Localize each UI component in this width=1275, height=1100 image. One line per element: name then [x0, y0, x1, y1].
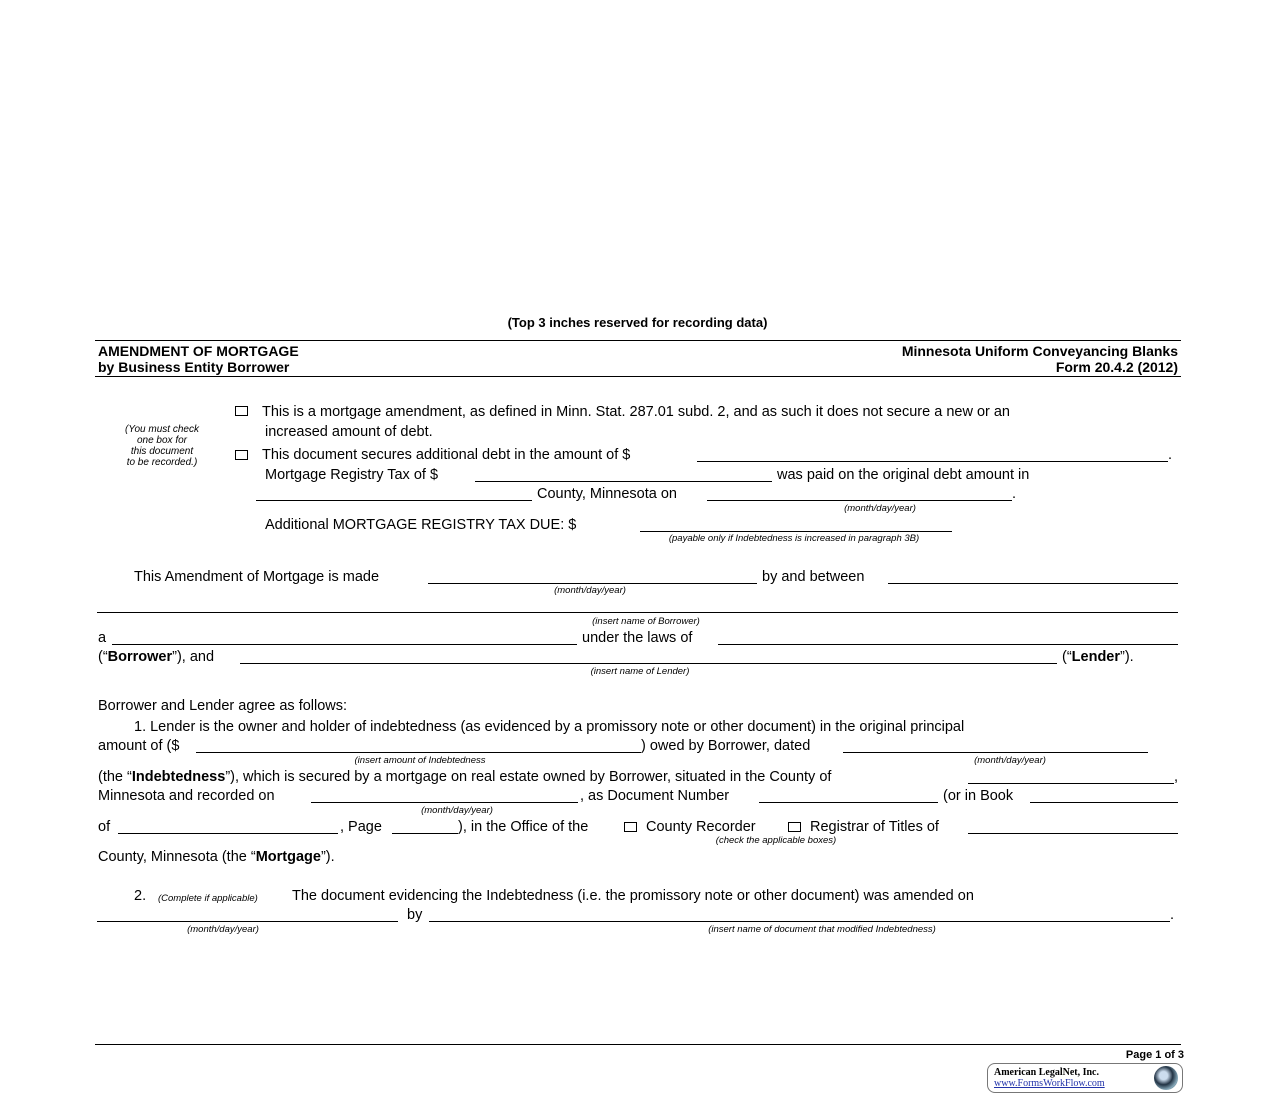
amendment-date-field[interactable]: [428, 583, 757, 584]
text: ”), which is secured by a mortgage on real estate owned by Borrower, situated in the County of: [225, 769, 832, 785]
text: Lender: [1071, 649, 1121, 665]
side-note-line: one box for: [136, 435, 188, 446]
mortgage-county-field[interactable]: [968, 783, 1174, 784]
form-series: Minnesota Uniform Conveyancing Blanks: [901, 343, 1178, 359]
form-subtitle: by Business Entity Borrower: [98, 359, 290, 375]
text: ,: [1174, 769, 1179, 785]
text: [98, 649, 214, 665]
side-note-line: (You must check: [125, 424, 199, 435]
form-title: AMENDMENT OF MORTGAGE: [98, 343, 299, 359]
caption: (check the applicable boxes): [715, 835, 837, 846]
caption: (month/day/year): [974, 755, 1046, 766]
text: a: [98, 630, 107, 646]
note-date-field[interactable]: [843, 752, 1148, 753]
tax-paid-field[interactable]: [475, 481, 772, 482]
recorded-date-field[interactable]: [311, 802, 578, 803]
text: County Recorder: [646, 819, 756, 835]
text: ), in the Office of the: [458, 819, 589, 835]
text: by and between: [762, 569, 865, 585]
of-field[interactable]: [118, 833, 338, 834]
checkbox-county-recorder[interactable]: [624, 822, 637, 832]
text: This Amendment of Mortgage is made: [134, 569, 380, 585]
tax-due-field[interactable]: [640, 531, 952, 532]
jurisdiction-field[interactable]: [718, 644, 1178, 645]
book-field[interactable]: [1030, 802, 1178, 803]
text: (Complete if applicable): [158, 893, 258, 904]
american-legalnet-logo[interactable]: [987, 1063, 1183, 1093]
text: Borrower and Lender agree as follows:: [98, 698, 348, 714]
caption: (payable only if Indebtedness is increased in paragraph 3B): [668, 533, 920, 544]
county-field[interactable]: [256, 500, 532, 501]
text: Additional MORTGAGE REGISTRY TAX DUE: $: [265, 517, 577, 533]
document-number-field[interactable]: [759, 802, 938, 803]
form-number: Form 20.4.2 (2012): [1055, 359, 1178, 375]
modifying-document-field[interactable]: [429, 921, 1170, 922]
divider: [95, 376, 1181, 377]
text: Minnesota and recorded on: [98, 788, 275, 804]
option-text: This document secures additional debt in the amount of $: [262, 447, 631, 463]
text: ) owed by Borrower, dated: [641, 738, 811, 754]
side-note-line: this document: [130, 446, 194, 457]
indebtedness-amount-field[interactable]: [196, 752, 641, 753]
text: (or in Book: [943, 788, 1014, 804]
text: [98, 769, 831, 785]
additional-debt-field[interactable]: [697, 461, 1168, 462]
text: of: [98, 819, 111, 835]
text: (“: [98, 649, 108, 665]
text: County, Minnesota on: [537, 486, 677, 502]
entity-type-field[interactable]: [112, 644, 577, 645]
text: under the laws of: [582, 630, 693, 646]
text: Mortgage: [255, 849, 321, 865]
text: (the “: [98, 769, 132, 785]
caption: (month/day/year): [844, 503, 916, 514]
text: Registrar of Titles of: [810, 819, 939, 835]
page-field[interactable]: [392, 833, 458, 834]
checkbox-no-new-debt[interactable]: [235, 406, 248, 416]
amended-date-field[interactable]: [97, 921, 398, 922]
text: .: [1170, 907, 1175, 923]
page-number: Page 1 of 3: [1125, 1049, 1184, 1061]
text: amount of ($: [98, 738, 180, 754]
registrar-county-field[interactable]: [968, 833, 1178, 834]
divider: [95, 340, 1181, 341]
caption: (insert amount of Indebtedness: [354, 755, 486, 766]
caption: (month/day/year): [187, 924, 259, 935]
text: ”).: [1120, 649, 1134, 665]
text: Borrower: [107, 649, 173, 665]
globe-icon: [1154, 1066, 1178, 1090]
text: ”).: [320, 849, 335, 865]
text: .: [1012, 486, 1017, 502]
text: 2.: [134, 888, 147, 904]
caption: (month/day/year): [554, 585, 626, 596]
checkbox-registrar[interactable]: [788, 822, 801, 832]
borrower-field[interactable]: [888, 583, 1178, 584]
date-field[interactable]: [707, 500, 1012, 501]
checkbox-additional-debt[interactable]: [235, 450, 248, 460]
text: Indebtedness: [131, 769, 226, 785]
text: ”), and: [172, 649, 215, 665]
text: , Page: [340, 819, 382, 835]
footer-divider: [95, 1044, 1181, 1045]
caption: (month/day/year): [421, 805, 493, 816]
caption: (insert name of Lender): [590, 666, 690, 677]
caption: (insert name of document that modified Indebtedness): [708, 924, 936, 935]
text: Mortgage Registry Tax of $: [265, 467, 439, 483]
option-text: This is a mortgage amendment, as defined in Minn. Stat. 287.01 subd. 2, and as such it does not secure a new or an: [262, 404, 1010, 420]
text: [98, 849, 335, 865]
text: [1062, 649, 1134, 665]
side-note-line: to be recorded.): [126, 457, 198, 468]
text: County, Minnesota (the “: [98, 849, 256, 865]
caption: (insert name of Borrower): [592, 616, 700, 627]
recording-note: (Top 3 inches reserved for recording data): [507, 315, 768, 330]
text: The document evidencing the Indebtedness (i.e. the promissory note or other document) was amended on: [292, 888, 974, 904]
text: was paid on the original debt amount in: [777, 467, 1030, 483]
logo-name: American LegalNet, Inc.: [994, 1067, 1099, 1078]
logo-link[interactable]: www.FormsWorkFlow.com: [994, 1078, 1105, 1089]
option-text: increased amount of debt.: [265, 424, 433, 440]
text: .: [1168, 447, 1173, 463]
text: , as Document Number: [580, 788, 730, 804]
side-note: [112, 424, 212, 468]
lender-field[interactable]: [240, 663, 1057, 664]
text: by: [407, 907, 423, 923]
text: (“: [1062, 649, 1072, 665]
borrower-field-2[interactable]: [97, 612, 1178, 613]
text: 1. Lender is the owner and holder of indebtedness (as evidenced by a promissory note or other document) in the original principal: [134, 719, 965, 735]
